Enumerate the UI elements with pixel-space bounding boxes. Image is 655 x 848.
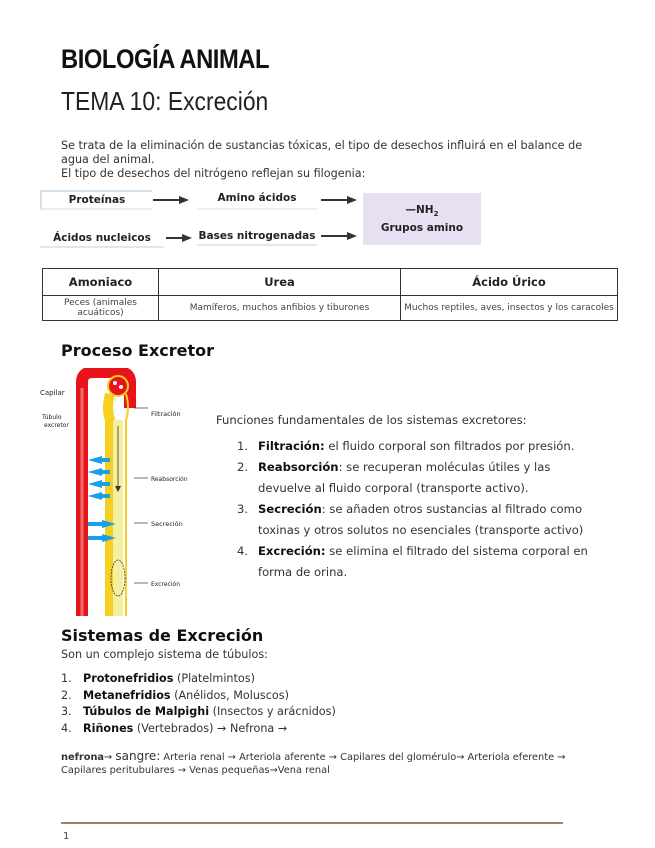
list-term: Riñones [83, 721, 134, 735]
excretory-process-diagram [38, 368, 208, 618]
flow-box-acidos-nucleicos [40, 228, 164, 248]
table-header-cell: Ácido Úrico [401, 269, 618, 296]
sangre-label: sangre: [115, 749, 161, 763]
nefrona-arrow: → [104, 752, 116, 763]
list-text: (Anélidos, Moluscos) [170, 688, 289, 702]
diagram-label-excretor: excretor [44, 422, 69, 429]
nh2-subscript: 2 [433, 210, 439, 219]
list-text: (Platelmintos) [173, 672, 255, 685]
document-subtitle: TEMA 10: Excreción [61, 86, 269, 116]
list-number: 2. [61, 688, 72, 702]
list-term: Filtración: [258, 439, 325, 453]
list-item [237, 499, 602, 541]
table-header-cell: Amoniaco [43, 269, 159, 296]
list-term: Reabsorción [258, 460, 339, 474]
flow-label-bases: Bases nitrogenadas [198, 230, 316, 242]
page-number: 1 [63, 831, 70, 842]
table-row [43, 296, 618, 321]
arrow-right-icon [166, 232, 192, 244]
list-text: : se recuperan moléculas útiles y las devuelve al fluido corporal (transporte activo). [258, 460, 551, 495]
flow-label-grupos: Grupos amino [380, 222, 464, 235]
list-item [237, 436, 602, 457]
list-number: 1. [237, 439, 249, 453]
diagram-label-excrecion: Excreción [151, 581, 181, 588]
list-item [61, 671, 336, 688]
list-text: (Vertebrados) → Nefrona → [133, 721, 288, 735]
list-text: (Insectos y arácnidos) [209, 705, 336, 718]
list-text: : se añaden otros sustancias al filtrado como toxinas y otros solutos no esenciales (transporte activo) [258, 502, 584, 537]
list-number: 1. [61, 672, 72, 685]
list-text: el fluido corporal son filtrados por presión. [324, 439, 575, 453]
functions-list [237, 436, 602, 583]
intro-paragraph [61, 139, 601, 181]
nefrona-term: nefrona [61, 752, 105, 763]
arrow-right-icon [321, 194, 357, 206]
list-item [61, 704, 336, 721]
flow-box-amino-acidos [197, 190, 317, 210]
table-header-row [43, 269, 618, 296]
diagram-label-filtracion: Filtración [151, 410, 181, 418]
flow-label-proteinas: Proteínas [68, 194, 126, 206]
functions-intro: Funciones fundamentales de los sistemas excretores: [216, 413, 527, 427]
list-term: Túbulos de Malpighi [83, 705, 210, 718]
list-term: Secreción [258, 502, 322, 516]
diagram-label-capilar: Capilar [40, 389, 65, 397]
list-term: Excreción: [258, 544, 326, 558]
flow-box-grupos-amino [363, 193, 481, 245]
arrow-right-icon [321, 230, 357, 242]
diagram-label-secrecion: Secreción [151, 520, 183, 528]
list-number: 4. [237, 544, 249, 558]
footer-divider [61, 822, 563, 824]
intro-line-1: Se trata de la eliminación de sustancias tóxicas, el tipo de desechos influirá en el balance de agua del animal. [61, 139, 583, 166]
list-number: 4. [61, 721, 72, 735]
sistemas-list [61, 671, 336, 737]
list-number: 3. [61, 705, 72, 718]
flow-label-acidos-nucleicos: Ácidos nucleicos [53, 232, 151, 244]
list-term: Metanefridios [83, 688, 171, 702]
section-heading-proceso: Proceso Excretor [61, 341, 215, 360]
list-number: 3. [237, 502, 249, 516]
flow-box-bases [197, 226, 317, 246]
flow-nh2 [363, 203, 481, 221]
document-title: BIOLOGÍA ANIMAL [61, 44, 270, 74]
list-text: se elimina el filtrado del sistema corporal en forma de orina. [258, 544, 588, 579]
table-cell: Mamíferos, muchos anfibios y tiburones [159, 296, 401, 321]
list-item [61, 721, 336, 738]
list-term: Protonefridios [83, 672, 174, 685]
list-item [61, 688, 336, 705]
diagram-label-tubulo: Túbulo [42, 414, 62, 421]
list-item [237, 541, 602, 583]
arrow-right-icon [153, 194, 189, 206]
nefrona-text: Arteria renal → Arteriola aferente → Capilares del glomérulo→ Arteriola eferente → Capilares peritubulares → Venas pequeñas→Vena renal [61, 752, 566, 776]
diagram-label-reabsorcion: Reabsorción [151, 476, 188, 483]
flow-box-proteinas [40, 190, 152, 210]
waste-types-table [42, 268, 618, 321]
nh2-prefix: —NH [405, 204, 434, 216]
table-header-cell: Urea [159, 269, 401, 296]
nefrona-paragraph [61, 750, 601, 777]
table-cell: Peces (animales acuáticos) [43, 296, 159, 321]
flow-label-amino-acidos: Amino ácidos [217, 192, 297, 204]
intro-line-2: El tipo de desechos del nitrógeno reflejan su filogenia: [61, 167, 366, 180]
section-heading-sistemas: Sistemas de Excreción [61, 626, 264, 645]
list-item [237, 457, 602, 499]
table-cell: Muchos reptiles, aves, insectos y los caracoles [401, 296, 618, 321]
sistemas-intro: Son un complejo sistema de túbulos: [61, 648, 268, 661]
list-number: 2. [237, 460, 249, 474]
